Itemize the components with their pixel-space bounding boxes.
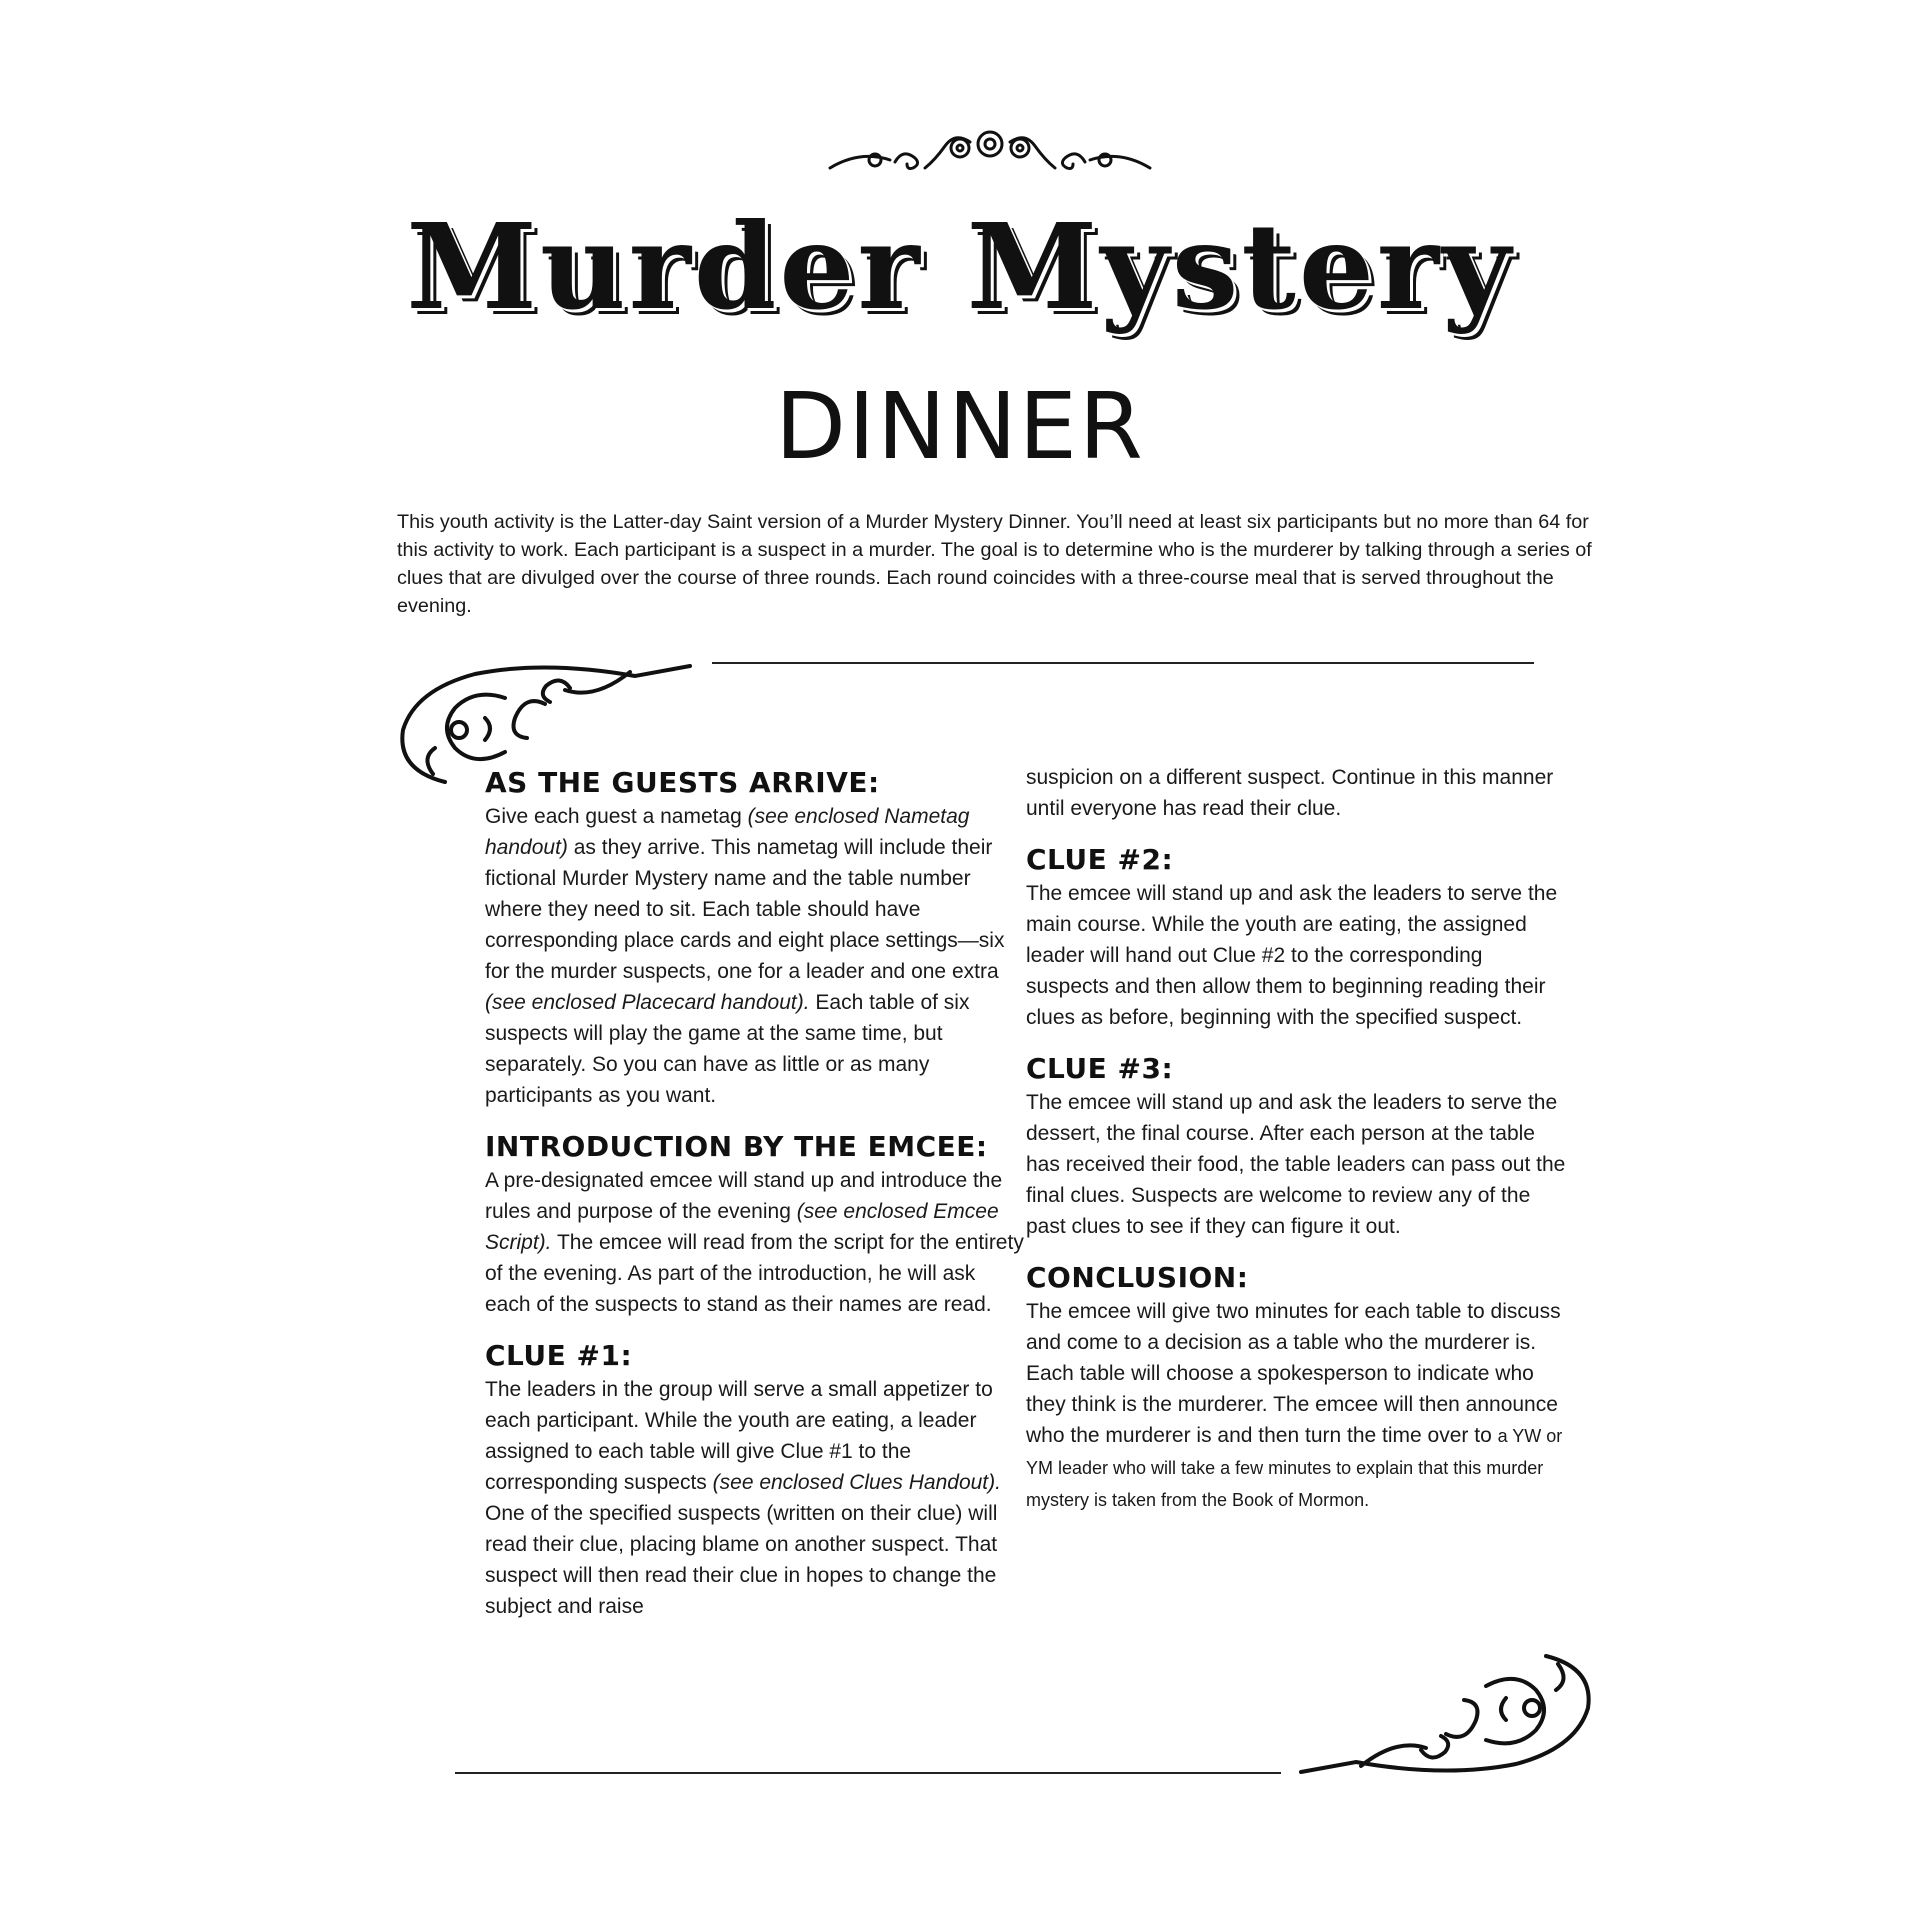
section-body bbox=[485, 1165, 1025, 1320]
body-text: Each table of six suspects will play the game at the same time, but separately. So you can have as little or as many participants as you want. bbox=[485, 991, 970, 1107]
intro-paragraph: This youth activity is the Latter-day Saint version of a Murder Mystery Dinner. You’ll need at least six participants but no more than 64 for this activity to work. Each participant is a suspect in a murder. The goal is to determine who is the murderer by talking through a series of clues that are divulged over the course of three rounds. Each round coincides with a three-course meal that is served throughout the evening. bbox=[397, 511, 1592, 617]
body-text: The leaders in the group will serve a small appetizer to each participant. While the youth are eating, a leader assigned to each table will give Clue #1 to the corresponding suspects bbox=[485, 1378, 993, 1494]
section-conclusion bbox=[1026, 1260, 1566, 1516]
body-text: A pre-designated emcee will stand up and introduce the rules and purpose of the evening bbox=[485, 1169, 1003, 1223]
section-body: The emcee will stand up and ask the leaders to serve the dessert, the final course. After each person at the table has received their food, the table leaders can pass out the final clues. Suspects are welcome to review any of the past clues to see if they can figure it out. bbox=[1026, 1091, 1566, 1238]
body-text: One of the specified suspects (written on their clue) will read their clue, placing blame on another suspect. That suspect will then read their clue in hopes to change the subject and raise bbox=[485, 1502, 998, 1618]
body-text: The emcee will give two minutes for each table to discuss and come to a decision as a table who the murderer is. Each table will choose a spokesperson to indicate who they think is the murderer. The emcee will then announce who the murderer is and then turn the time over to bbox=[1026, 1300, 1561, 1447]
section-clue-2 bbox=[1026, 842, 1566, 1033]
section-heading: CLUE #3: bbox=[1026, 1052, 1174, 1085]
body-italic: (see enclosed Nametag handout) bbox=[485, 805, 970, 859]
top-rule bbox=[712, 662, 1534, 664]
right-column bbox=[1026, 762, 1566, 1534]
body-small-text: a YW or YM leader who will take a few minutes to explain that this murder mystery is taken from the Book of Mormon. bbox=[1026, 1426, 1563, 1510]
section-body bbox=[1026, 1296, 1566, 1516]
body-italic: (see enclosed Clues Handout). bbox=[712, 1471, 1001, 1494]
left-column bbox=[485, 765, 1025, 1640]
page-subtitle: DINNER bbox=[775, 373, 1145, 480]
section-guests-arrive bbox=[485, 765, 1025, 1111]
section-introduction-by-emcee bbox=[485, 1129, 1025, 1320]
body-text: The emcee will read from the script for the entirety of the evening. As part of the introduction, he will ask each of the suspects to stand as their names are read. bbox=[485, 1231, 1024, 1316]
section-body: The emcee will stand up and ask the leaders to serve the main course. While the youth are eating, the assigned leader will hand out Clue #2 to the corresponding suspects and then allow them to beginning reading their clues as before, beginning with the specified suspect. bbox=[1026, 882, 1558, 1029]
section-clue-1 bbox=[485, 1338, 1025, 1622]
section-body bbox=[485, 1374, 1025, 1622]
section-heading: AS THE GUESTS ARRIVE: bbox=[485, 766, 880, 799]
clue-1-continued: suspicion on a different suspect. Continue in this manner until everyone has read their clue. bbox=[1026, 766, 1554, 820]
section-heading: CLUE #2: bbox=[1026, 843, 1174, 876]
bottom-right-corner-flourish bbox=[1296, 1648, 1596, 1778]
section-heading: CONCLUSION: bbox=[1026, 1261, 1249, 1294]
section-heading: INTRODUCTION BY THE EMCEE: bbox=[485, 1130, 988, 1163]
bottom-rule bbox=[455, 1772, 1281, 1774]
body-text: Give each guest a nametag bbox=[485, 805, 748, 828]
body-italic: (see enclosed Placecard handout). bbox=[485, 991, 810, 1014]
body-text: as they arrive. This nametag will include their fictional Murder Mystery name and the table number where they need to sit. Each table should have corresponding place cards and eight place settings—six for the murder suspects, one for a leader and one extra bbox=[485, 836, 1005, 983]
top-flourish-ornament bbox=[820, 120, 1160, 180]
body-italic: (see enclosed Emcee Script). bbox=[485, 1200, 999, 1254]
section-body bbox=[485, 801, 1025, 1111]
page-title: Murder Mystery bbox=[406, 197, 1514, 336]
section-heading: CLUE #1: bbox=[485, 1339, 633, 1372]
section-clue-3 bbox=[1026, 1051, 1566, 1242]
